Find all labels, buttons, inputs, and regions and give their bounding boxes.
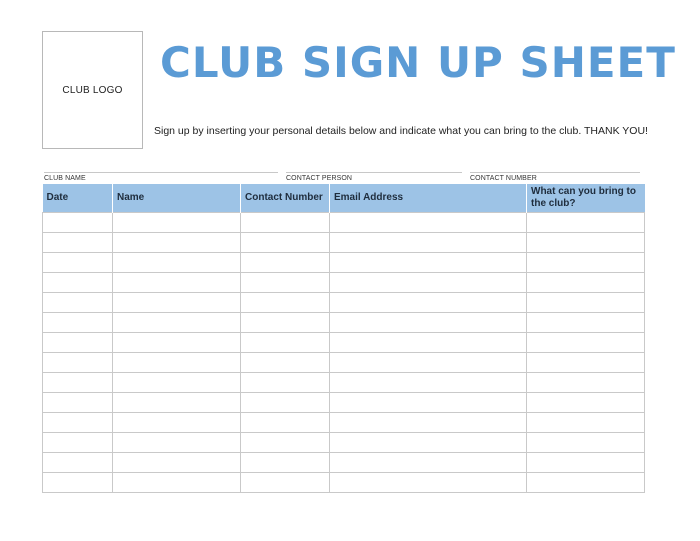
table-row xyxy=(43,273,645,293)
name-cell[interactable] xyxy=(113,413,241,433)
bring-item-cell[interactable] xyxy=(527,453,645,473)
email-address-cell[interactable] xyxy=(330,293,527,313)
contact-number-cell[interactable] xyxy=(241,293,330,313)
date-cell[interactable] xyxy=(43,293,113,313)
bring-item-cell[interactable] xyxy=(527,373,645,393)
date-cell[interactable] xyxy=(43,353,113,373)
name-cell[interactable] xyxy=(113,213,241,233)
club-logo-placeholder xyxy=(42,31,143,149)
email-address-cell[interactable] xyxy=(330,373,527,393)
date-cell[interactable] xyxy=(43,473,113,493)
club-name-label: CLUB NAME xyxy=(44,175,86,182)
bring-item-cell[interactable] xyxy=(527,333,645,353)
signup-table xyxy=(42,184,645,493)
table-row xyxy=(43,393,645,413)
email-address-cell[interactable] xyxy=(330,353,527,373)
column-header-what-can-you-bring: What can you bring to the club? xyxy=(527,184,645,213)
date-cell[interactable] xyxy=(43,453,113,473)
name-cell[interactable] xyxy=(113,333,241,353)
contact-person-field[interactable] xyxy=(286,172,462,184)
bring-item-cell[interactable] xyxy=(527,413,645,433)
date-cell[interactable] xyxy=(43,273,113,293)
bring-item-cell[interactable] xyxy=(527,273,645,293)
column-header-email-address: Email Address xyxy=(330,184,527,213)
name-cell[interactable] xyxy=(113,433,241,453)
email-address-cell[interactable] xyxy=(330,273,527,293)
date-cell[interactable] xyxy=(43,333,113,353)
date-cell[interactable] xyxy=(43,413,113,433)
email-address-cell[interactable] xyxy=(330,233,527,253)
contact-number-cell[interactable] xyxy=(241,413,330,433)
bring-item-cell[interactable] xyxy=(527,473,645,493)
name-cell[interactable] xyxy=(113,233,241,253)
name-cell[interactable] xyxy=(113,253,241,273)
table-row xyxy=(43,353,645,373)
contact-number-cell[interactable] xyxy=(241,333,330,353)
email-address-cell[interactable] xyxy=(330,393,527,413)
club-name-field[interactable] xyxy=(44,172,278,184)
bring-item-cell[interactable] xyxy=(527,233,645,253)
table-row xyxy=(43,433,645,453)
table-row xyxy=(43,293,645,313)
table-row xyxy=(43,253,645,273)
intro-text: Sign up by inserting your personal details below and indicate what you can bring to the club. THANK YOU! xyxy=(154,125,648,137)
contact-number-cell[interactable] xyxy=(241,313,330,333)
table-row xyxy=(43,453,645,473)
column-header-name: Name xyxy=(113,184,241,213)
email-address-cell[interactable] xyxy=(330,433,527,453)
bring-item-cell[interactable] xyxy=(527,213,645,233)
table-row xyxy=(43,333,645,353)
contact-number-cell[interactable] xyxy=(241,393,330,413)
bring-item-cell[interactable] xyxy=(527,393,645,413)
date-cell[interactable] xyxy=(43,373,113,393)
date-cell[interactable] xyxy=(43,313,113,333)
club-logo-label: CLUB LOGO xyxy=(62,84,123,96)
name-cell[interactable] xyxy=(113,453,241,473)
name-cell[interactable] xyxy=(113,393,241,413)
page-title: CLUB SIGN UP SHEET xyxy=(160,38,676,87)
table-header-row xyxy=(43,184,645,213)
name-cell[interactable] xyxy=(113,273,241,293)
name-cell[interactable] xyxy=(113,293,241,313)
contact-person-label: CONTACT PERSON xyxy=(286,175,353,182)
bring-item-cell[interactable] xyxy=(527,313,645,333)
email-address-cell[interactable] xyxy=(330,413,527,433)
date-cell[interactable] xyxy=(43,433,113,453)
contact-number-cell[interactable] xyxy=(241,373,330,393)
table-row xyxy=(43,373,645,393)
contact-number-cell[interactable] xyxy=(241,233,330,253)
signup-table-body xyxy=(43,213,645,493)
email-address-cell[interactable] xyxy=(330,333,527,353)
contact-number-cell[interactable] xyxy=(241,453,330,473)
email-address-cell[interactable] xyxy=(330,213,527,233)
contact-number-label: CONTACT NUMBER xyxy=(470,175,537,182)
bring-item-cell[interactable] xyxy=(527,253,645,273)
bring-item-cell[interactable] xyxy=(527,353,645,373)
contact-number-cell[interactable] xyxy=(241,273,330,293)
date-cell[interactable] xyxy=(43,393,113,413)
email-address-cell[interactable] xyxy=(330,453,527,473)
contact-number-cell[interactable] xyxy=(241,213,330,233)
table-row xyxy=(43,413,645,433)
contact-number-cell[interactable] xyxy=(241,353,330,373)
bring-item-cell[interactable] xyxy=(527,433,645,453)
email-address-cell[interactable] xyxy=(330,253,527,273)
name-cell[interactable] xyxy=(113,313,241,333)
column-header-date: Date xyxy=(43,184,113,213)
table-row xyxy=(43,313,645,333)
contact-number-cell[interactable] xyxy=(241,473,330,493)
table-row xyxy=(43,473,645,493)
bring-item-cell[interactable] xyxy=(527,293,645,313)
name-cell[interactable] xyxy=(113,373,241,393)
name-cell[interactable] xyxy=(113,473,241,493)
date-cell[interactable] xyxy=(43,253,113,273)
name-cell[interactable] xyxy=(113,353,241,373)
contact-number-field[interactable] xyxy=(470,172,640,184)
email-address-cell[interactable] xyxy=(330,313,527,333)
date-cell[interactable] xyxy=(43,233,113,253)
date-cell[interactable] xyxy=(43,213,113,233)
table-row xyxy=(43,213,645,233)
contact-number-cell[interactable] xyxy=(241,253,330,273)
email-address-cell[interactable] xyxy=(330,473,527,493)
table-row xyxy=(43,233,645,253)
column-header-contact-number: Contact Number xyxy=(241,184,330,213)
contact-number-cell[interactable] xyxy=(241,433,330,453)
